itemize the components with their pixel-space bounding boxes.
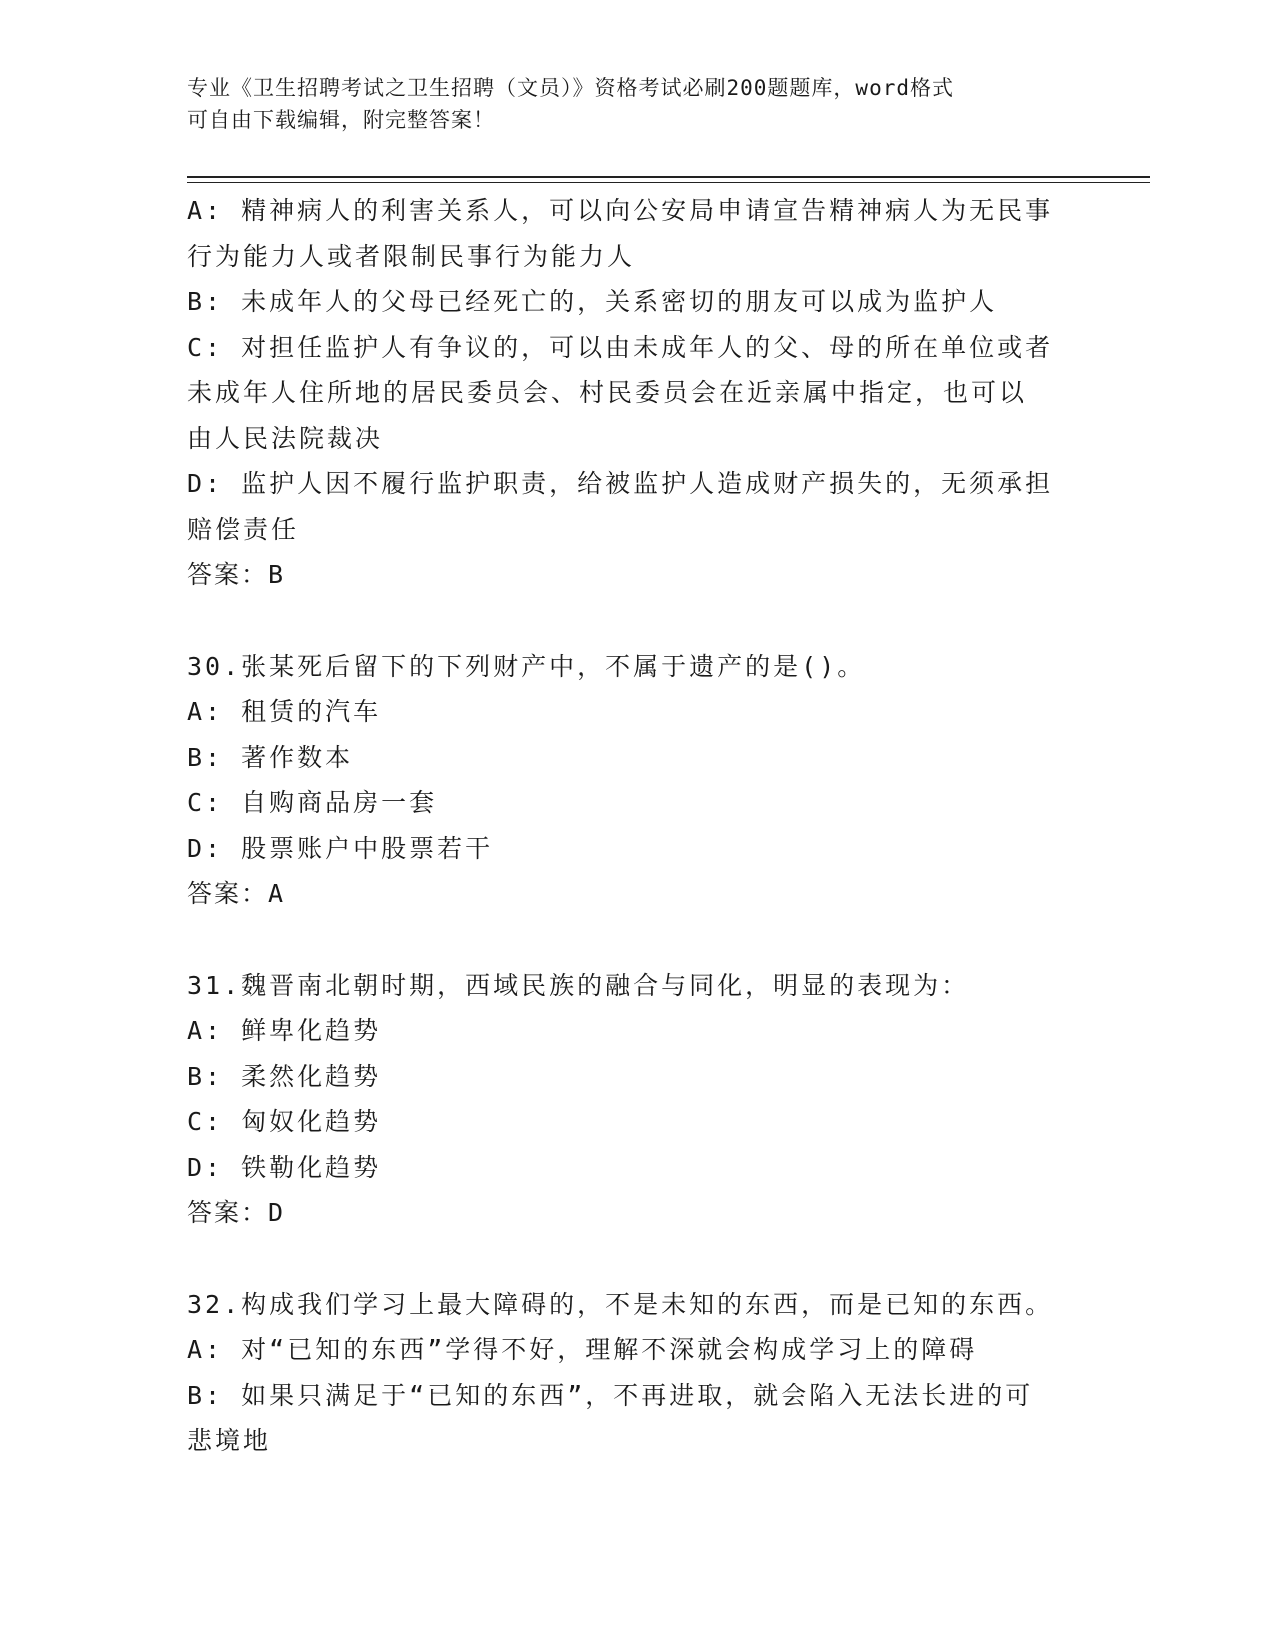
question-block: [187, 644, 1087, 917]
question-block: [187, 188, 1087, 598]
option-line: D: 股票账户中股票若干: [187, 833, 494, 863]
option-line: B: 柔然化趋势: [187, 1061, 382, 1091]
text-line: A: 精神病人的利害关系人，可以向公安局申请宣告精神病人为无民事: [187, 196, 1054, 225]
question-block: [187, 963, 1087, 1236]
text-line: C: 对担任监护人有争议的，可以由未成年人的父、母的所在单位或者: [187, 332, 1054, 362]
question-content: [187, 188, 1087, 1464]
option-line: A: 对“已知的东西”学得不好，理解不深就会构成学习上的障碍: [187, 1335, 978, 1364]
option-line: A: 租赁的汽车: [187, 697, 382, 726]
option-line: B: 如果只满足于“已知的东西”，不再进取，就会陷入无法长进的可: [187, 1380, 1034, 1410]
option-line: C: 自购商品房一套: [187, 788, 438, 817]
text-line: B: 未成年人的父母已经死亡的，关系密切的朋友可以成为监护人: [187, 287, 998, 316]
text-line: 未成年人住所地的居民委员会、村民委员会在近亲属中指定，也可以: [187, 378, 1028, 407]
text-line: D: 监护人因不履行监护职责，给被监护人造成财产损失的，无须承担: [187, 469, 1054, 498]
document-header: [187, 72, 1087, 136]
question-block: [187, 1282, 1087, 1464]
text-line: 行为能力人或者限制民事行为能力人: [187, 241, 636, 271]
answer-line: 答案：A: [187, 879, 286, 908]
header-rule-thin: [187, 182, 1150, 183]
header-rule-thick: [187, 176, 1150, 178]
question-stem: 32.构成我们学习上最大障碍的，不是未知的东西，而是已知的东西。: [187, 1289, 1054, 1319]
option-line: A: 鲜卑化趋势: [187, 1016, 382, 1045]
text-line: 赔偿责任: [187, 514, 300, 544]
question-stem: 31.魏晋南北朝时期，西域民族的融合与同化，明显的表现为：: [187, 970, 970, 1000]
option-line: 悲境地: [187, 1426, 272, 1455]
option-line: C: 匈奴化趋势: [187, 1107, 382, 1136]
question-stem: 30.张某死后留下的下列财产中，不属于遗产的是()。: [187, 651, 866, 681]
option-line: D: 铁勒化趋势: [187, 1152, 382, 1182]
header-line-1: 专业《卫生招聘考试之卫生招聘（文员）》资格考试必刷200题题库，word格式: [187, 76, 954, 100]
header-line-2: 可自由下载编辑，附完整答案！: [187, 108, 495, 132]
option-line: B: 著作数本: [187, 742, 354, 772]
answer-line: 答案：B: [187, 560, 286, 589]
answer-line: 答案：D: [187, 1198, 286, 1227]
text-line: 由人民法院裁决: [187, 423, 384, 453]
